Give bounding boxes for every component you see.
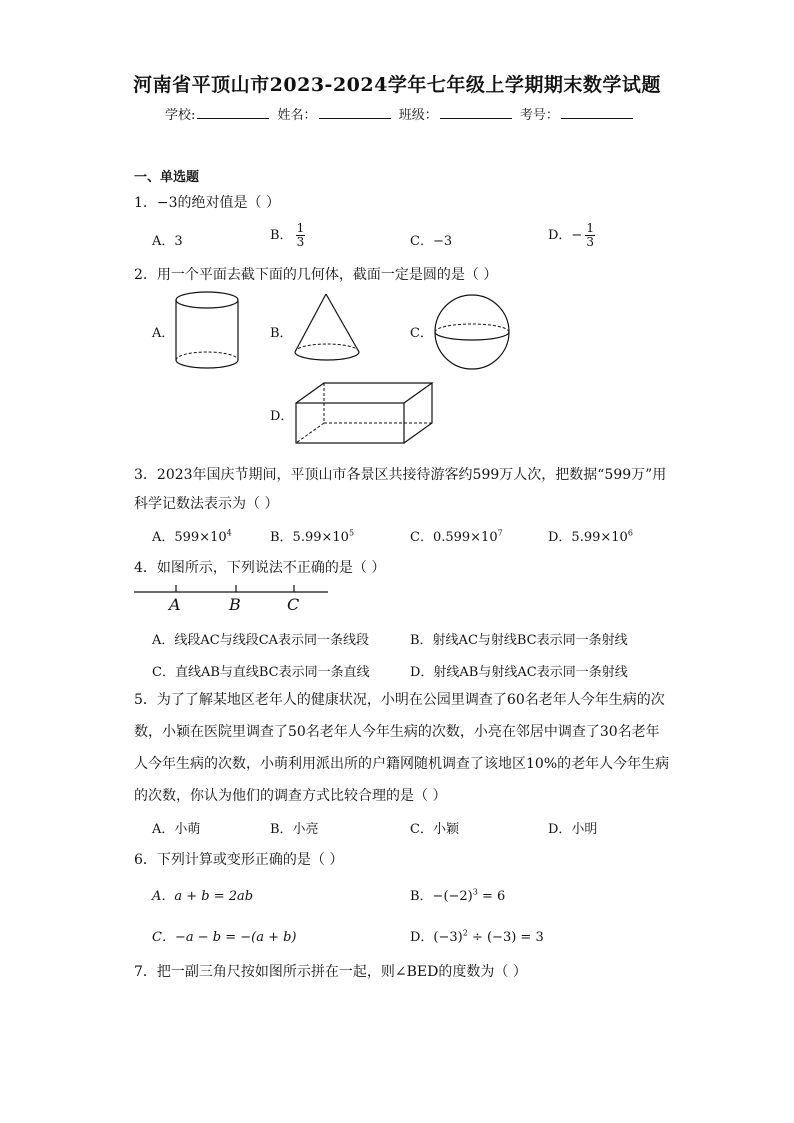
q3-option-d-text: D．5.99×10 (548, 530, 628, 545)
q3-option-b-text: B．5.99×10 (270, 530, 349, 545)
q6-option-d[interactable] (410, 926, 544, 945)
question-5-line-4: 的次数，你认为他们的调查方式比较合理的是（ ） (134, 788, 447, 804)
q6-option-d-tail: ÷ (−3) = 3 (467, 930, 544, 945)
q3-option-b[interactable] (270, 526, 354, 545)
q5-option-c[interactable]: C．小颖 (410, 822, 459, 837)
point-b-label: B (229, 595, 241, 614)
exam-no-blank[interactable] (561, 106, 633, 119)
q5-option-a[interactable]: A．小萌 (152, 822, 201, 837)
exponent: 3 (472, 887, 478, 897)
school-label: 学校: (165, 108, 196, 123)
q2-option-c[interactable]: C． (410, 326, 433, 341)
q4-option-b[interactable]: B．射线AC与射线BC表示同一条射线 (410, 633, 628, 648)
numerator: 1 (586, 221, 594, 235)
q6-option-b-tail: = 6 (477, 889, 506, 904)
name-blank[interactable] (319, 106, 391, 119)
q2-option-a[interactable]: A． (152, 326, 175, 341)
question-4: 4．如图所示，下列说法不正确的是（ ） (134, 560, 386, 576)
q3-option-a-text: A．599×10 (152, 530, 227, 545)
q5-option-d[interactable]: D．小明 (548, 822, 598, 837)
student-info (165, 104, 637, 123)
q2-option-d[interactable]: D． (270, 409, 294, 424)
exponent: 5 (348, 528, 355, 538)
exponent: 2 (462, 928, 468, 938)
q4-option-a[interactable]: A．线段AC与线段CA表示同一条线段 (152, 633, 370, 648)
point-a-label: A (169, 595, 181, 614)
exponent: 4 (226, 528, 232, 538)
q3-option-a[interactable] (152, 526, 232, 545)
q1-option-d-label: D．− (548, 228, 583, 243)
cone-figure (292, 292, 362, 366)
q1-option-b-label: B． (270, 228, 293, 243)
cylinder-figure (174, 290, 240, 372)
question-3-line-1: 3．2023年国庆节期间，平顶山市各景区共接待游客约599万人次，把数据“599万”用 (134, 467, 667, 483)
q6-option-b[interactable] (410, 885, 505, 904)
q4-option-d[interactable]: D．射线AB与射线AC表示同一条射线 (410, 665, 628, 680)
question-1: 1．−3的绝对值是（ ） (134, 195, 280, 211)
q6-option-c[interactable]: C．−a − b = −(a + b) (152, 930, 297, 945)
question-6: 6．下列计算或变形正确的是（ ） (134, 852, 344, 868)
cuboid-figure (294, 381, 436, 445)
q6-option-b-text: B．−(−2) (410, 889, 473, 904)
q3-option-d[interactable] (548, 526, 633, 545)
q4-option-c[interactable]: C．直线AB与直线BC表示同一条直线 (152, 665, 370, 680)
q1-option-b[interactable] (270, 222, 305, 249)
q6-option-a[interactable]: A．a + b = 2ab (152, 889, 254, 904)
q1-option-c[interactable]: C．−3 (410, 234, 453, 249)
fraction (585, 222, 595, 249)
q1-option-d[interactable] (548, 222, 595, 249)
section-heading: 一、单选题 (134, 170, 200, 185)
class-blank[interactable] (440, 106, 512, 119)
page-title: 河南省平顶山市2023-2024学年七年级上学期期末数学试题 (133, 74, 661, 96)
fraction (296, 222, 306, 249)
name-label: 姓名： (277, 108, 317, 123)
exponent: 6 (627, 528, 633, 538)
sphere-figure (432, 294, 512, 370)
q2-option-b[interactable]: B． (270, 326, 293, 341)
denominator: 3 (586, 235, 594, 249)
denominator: 3 (296, 235, 305, 249)
q3-option-c-text: C．0.599×10 (410, 530, 498, 545)
q1-option-a[interactable]: A．3 (152, 234, 183, 249)
exam-no-label: 考号： (519, 108, 559, 123)
question-5-line-2: 数，小颖在医院里调查了50名老年人今年生病的次数，小亮在邻居中调查了30名老年 (134, 724, 660, 740)
exponent: 7 (497, 528, 503, 538)
q6-option-d-text: D．(−3) (410, 930, 463, 945)
question-7: 7．把一副三角尺按如图所示拼在一起，则∠BED的度数为（ ） (134, 964, 527, 980)
question-5-line-1: 5．为了了解某地区老年人的健康状况，小明在公园里调查了60名老年人今年生病的次 (134, 692, 665, 708)
numerator: 1 (296, 221, 305, 235)
q3-option-c[interactable] (410, 526, 503, 545)
school-blank[interactable] (197, 106, 269, 119)
q5-option-b[interactable]: B．小亮 (270, 822, 319, 837)
question-2: 2．用一个平面去截下面的几何体，截面一定是圆的是（ ） (134, 267, 498, 283)
point-c-label: C (287, 595, 300, 614)
question-3-line-2: 科学记数法表示为（ ） (134, 496, 279, 512)
class-label: 班级： (398, 108, 438, 123)
question-5-line-3: 人今年生病的次数，小萌利用派出所的户籍网随机调查了该地区10%的老年人今年生病 (134, 756, 670, 772)
